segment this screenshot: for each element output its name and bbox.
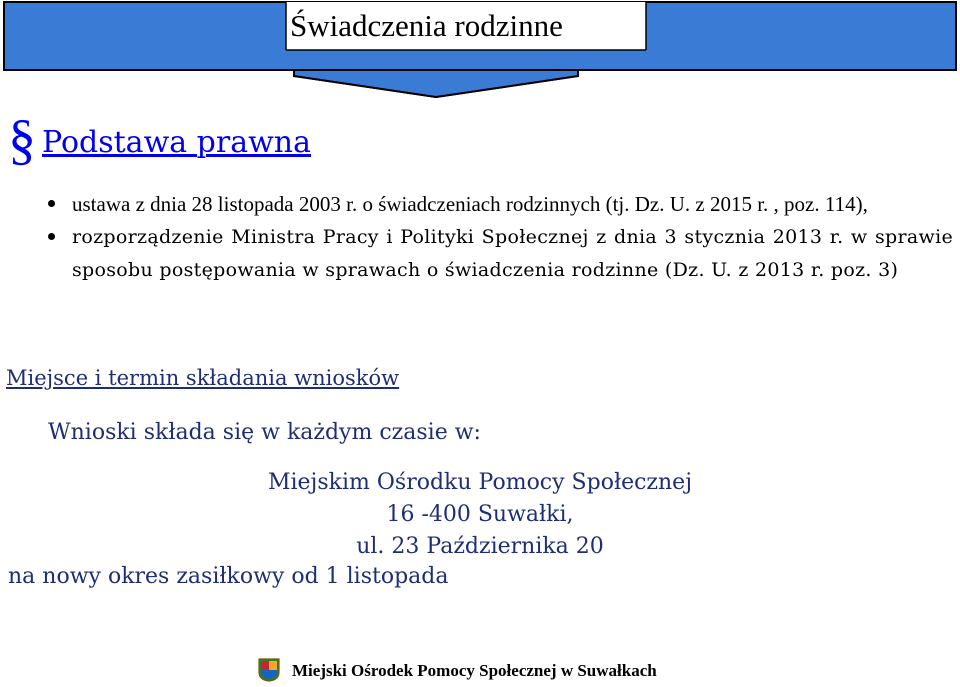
submission-heading[interactable]: Miejsce i termin składania wniosków [6, 366, 400, 390]
bullet-icon [48, 200, 55, 207]
header-banner [0, 0, 960, 110]
section-label[interactable]: Podstawa prawna [42, 125, 311, 160]
coat-of-arms-icon [258, 658, 280, 687]
office-name: Miejskim Ośrodku Pomocy Społecznej [267, 470, 693, 495]
section-heading [8, 109, 311, 171]
footer-text: Miejski Ośrodek Pomocy Społecznej w Suwałkach [292, 661, 657, 680]
bullet-icon [48, 233, 55, 240]
page-title: Świadczenia rodzinne [290, 8, 563, 43]
new-period-note: na nowy okres zasiłkowy od 1 listopada [8, 564, 449, 589]
legal-act-text: ustawa z dnia 28 listopada 2003 r. o świadczeniach rodzinnych (tj. Dz. U. z 2015 r. , poz. 114), [72, 192, 868, 216]
section-symbol: § [8, 109, 36, 171]
legal-basis-list [48, 188, 953, 287]
office-city: 16 -400 Suwałki, [386, 502, 574, 527]
list-item [48, 188, 953, 221]
submission-intro: Wnioski składa się w każdym czasie w: [48, 420, 481, 445]
list-item [48, 221, 953, 287]
office-street: ul. 23 Października 20 [356, 534, 604, 559]
regulation-text: rozporządzenie Ministra Pracy i Polityki Społecznej z dnia 3 stycznia 2013 r. w sprawie sposobu postępowania w sprawach o świadczenia rodzinne (Dz. U. z 2013 r. poz. 3) [72, 226, 953, 281]
footer [258, 658, 657, 687]
